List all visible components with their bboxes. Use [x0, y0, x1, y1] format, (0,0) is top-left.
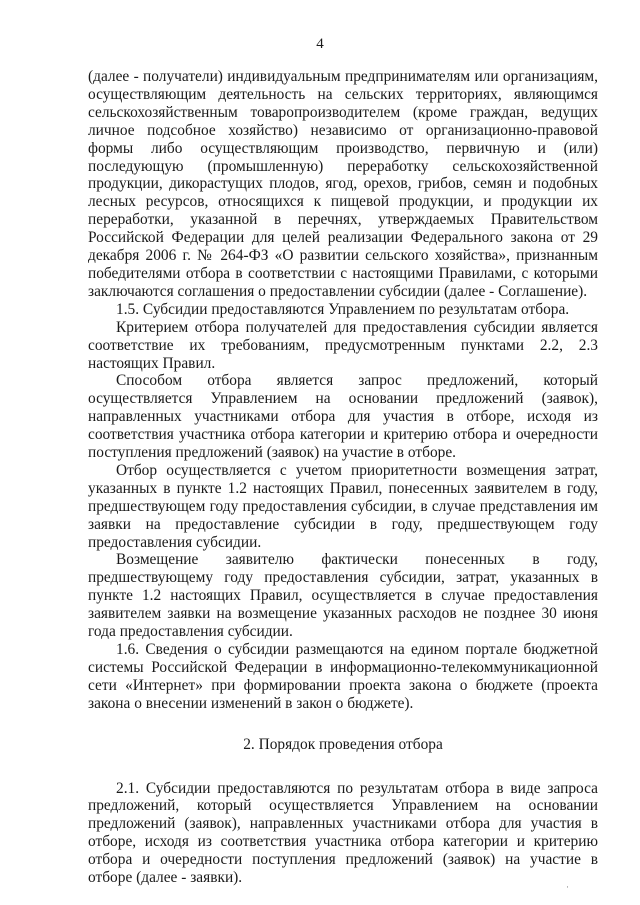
document-body	[88, 68, 598, 887]
page-number: 4	[316, 36, 324, 52]
paragraph-selection-criterion: Критерием отбора получателей для предоставления субсидии является соответствие их требованиям, предусмотренным пунктами 2.2, 2.3 настоящих Правил.	[88, 318, 598, 372]
paragraph-2-1: 2.1. Субсидии предоставляются по результатам отбора в виде запроса предложений, который осуществляется Управлением на основании предложений (заявок), направленных участниками отбора для участия в отборе, исходя из соответствия участника отбора категории и критерию отбора и очередности поступления предложений (заявок) на участие в отборе (далее - заявки).	[88, 779, 598, 887]
paragraph-recipients-definition: (далее - получатели) индивидуальным предпринимателям или организациям, осуществляющим деятельность на сельских территориях, являющимся сельскохозяйственным товаропроизводителем (кроме граждан, ведущих личное подсобное хозяйство) независимо от организационно-правовой формы либо осуществляющим производство, первичную и (или) последующую (промышленную) переработку сельскохозяйственной продукции, дикорастущих плодов, ягод, орехов, грибов, семян и подобных лесных ресурсов, относящихся к пищевой продукции, и продукции их переработки, указанной в перечнях, утверждаемых Правительством Российской Федерации для целей реализации Федерального закона от 29 декабря 2006 г. № 264-ФЗ «О развитии сельского хозяйства», признанным победителями отбора в соответствии с настоящими Правилами, с которыми заключаются соглашения о предоставлении субсидии (далее - Соглашение).	[88, 68, 598, 300]
paragraph-reimbursement: Возмещение заявителю фактически понесенных в году, предшествующему году предоставления субсидии, затрат, указанных в пункте 1.2 настоящих Правил, осуществляется в случае предоставления заявителем заявки на возмещение указанных расходов не позднее 30 июня года предоставления субсидии.	[88, 551, 598, 641]
paragraph-1-5: 1.5. Субсидии предоставляются Управлением по результатам отбора.	[116, 300, 570, 318]
scan-mark: ·	[566, 882, 569, 892]
paragraph-1-6: 1.6. Сведения о субсидии размещаются на едином портале бюджетной системы Российской Федерации в информационно-телекоммуникационной сети «Интернет» при формировании проекта закона о бюджете (проекта закона о внесении изменений в закон о бюджете).	[88, 641, 598, 712]
paragraph-selection-method: Способом отбора является запрос предложений, который осуществляется Управлением на основании предложений (заявок), направленных участниками отбора для участия в отборе, исходя из соответствия участника отбора категории и критерию отбора и очередности поступления предложений (заявок) на участие в отборе.	[88, 372, 598, 462]
section-title: 2. Порядок проведения отбора	[243, 735, 443, 753]
paragraph-selection-priority: Отбор осуществляется с учетом приоритетности возмещения затрат, указанных в пункте 1.2 настоящих Правил, понесенных заявителем в году, предшествующем году предоставления субсидии, в случае представления им заявки на предоставление субсидии в году, предшествующем году предоставления субсидии.	[88, 461, 598, 551]
